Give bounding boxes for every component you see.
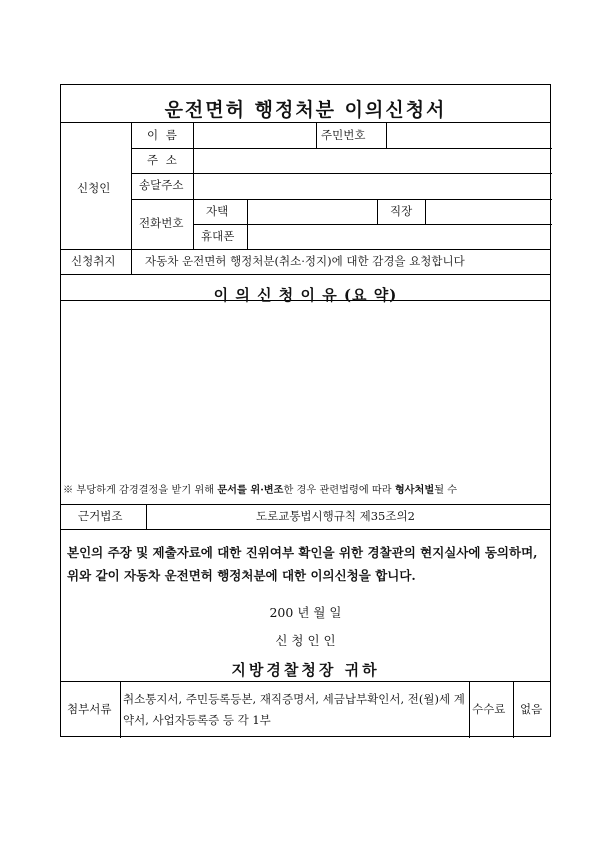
attachments-text: 취소통지서, 주민등록등본, 재직증명서, 세금납부확인서, 전(월)세 계약서, 사업자등록증 등 각 1부 (123, 692, 465, 727)
recipient: 지방경찰청장 귀하 (231, 661, 380, 679)
mailing-address-label: 송달주소 (139, 178, 184, 192)
purpose-text: 자동차 운전면허 행정처분(취소·정지)에 대한 감경을 요청합니다 (145, 254, 465, 268)
purpose-label: 신청취지 (71, 254, 116, 268)
divider (146, 504, 147, 529)
phone-label: 전화번호 (139, 216, 184, 230)
divider (316, 122, 317, 148)
divider (131, 249, 132, 274)
home-phone-field[interactable] (248, 200, 376, 223)
work-phone-field[interactable] (426, 200, 550, 223)
divider (120, 681, 121, 738)
attachments-label: 첨부서류 (67, 702, 112, 716)
divider (61, 529, 550, 530)
rrn-label: 주민번호 (321, 128, 366, 142)
divider (61, 249, 550, 250)
forgery-notice: ※ 부당하게 감경결정을 받기 위해 문서를 위·변조한 경우 관련법령에 따라 형사처벌될 수 (63, 484, 458, 496)
form-title: 운전면허 행정처분 이의신청서 (164, 99, 447, 121)
applicant-section-label: 신청인 (77, 181, 111, 195)
applicant-signature-line: 신 청 인 인 (275, 633, 336, 648)
reason-title: 이 의 신 청 이 유 (요 약) (213, 286, 398, 304)
mailing-address-field[interactable] (194, 174, 550, 198)
divider (61, 504, 550, 505)
objection-form (60, 84, 551, 737)
legal-basis-label: 근거법조 (78, 509, 123, 523)
divider (377, 199, 378, 224)
divider (513, 681, 514, 738)
work-phone-label: 직장 (390, 204, 413, 218)
divider (469, 681, 470, 738)
mobile-phone-field[interactable] (248, 225, 550, 248)
divider (61, 681, 550, 682)
home-phone-label: 자택 (206, 204, 229, 218)
fee-value: 없음 (520, 702, 543, 716)
agreement-statement: 본인의 주장 및 제출자료에 대한 진위여부 확인을 위한 경찰관의 현지실사에 동의하며,위와 같이 자동차 운전면허 행정처분에 대한 이의신청을 합니다. (67, 545, 538, 583)
divider (61, 274, 550, 275)
fee-label: 수수료 (472, 702, 506, 716)
rrn-field[interactable] (387, 123, 550, 147)
address-field[interactable] (194, 149, 550, 172)
name-label: 이 름 (147, 128, 179, 142)
reason-textarea[interactable] (63, 301, 549, 477)
address-label: 주 소 (147, 153, 179, 167)
name-field[interactable] (194, 123, 315, 147)
date-line: 200 년 월 일 (269, 605, 342, 620)
legal-basis-text: 도로교통법시행규칙 제35조의2 (256, 509, 415, 523)
mobile-phone-label: 휴대폰 (201, 229, 235, 243)
divider (131, 122, 132, 249)
